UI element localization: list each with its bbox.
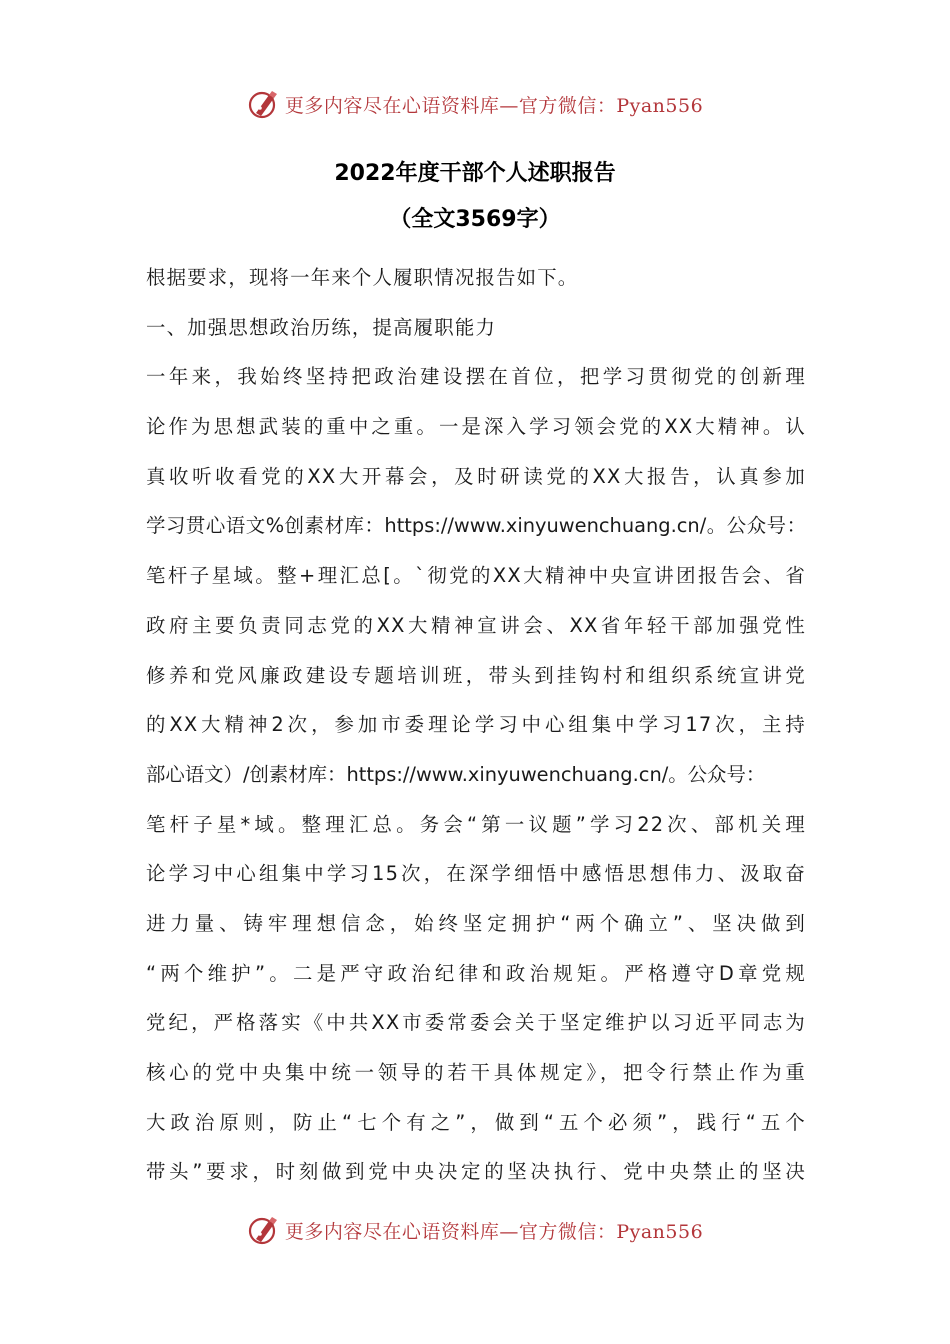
body-line: 的XX大精神2次，参加市委理论学习中心组集中学习17次，主持: [146, 713, 806, 737]
section-heading: 一、加强思想政治历练，提高履职能力: [146, 315, 497, 339]
document-title: 2022年度干部个人述职报告: [334, 161, 616, 186]
pen-logo-icon: [247, 87, 281, 121]
body-line: 笔杆子星*域。整理汇总。务会“第一议题”学习22次、部机关理: [146, 812, 806, 836]
body-line: 部心语文）/创素材库：https://www.xinyuwenchuang.cn/。公众号：: [146, 762, 766, 786]
body-line: 根据要求，现将一年来个人履职情况报告如下。: [146, 266, 579, 289]
pen-logo-icon: [247, 1213, 281, 1247]
body-line: 一年来，我始终坚持把政治建设摆在首位，把学习贯彻党的创新理: [146, 365, 806, 389]
body-line: 大政治原则，防止“七个有之”，做到“五个必须”，践行“五个: [146, 1110, 806, 1134]
header-banner-text: 更多内容尽在心语资料库—官方微信：Pyan556: [284, 94, 704, 117]
body-line: “两个维护”。二是严守政治纪律和政治规矩。严格遵守D章党规: [146, 961, 806, 985]
footer-banner: [0, 1210, 950, 1250]
body-line: 论作为思想武装的重中之重。一是深入学习领会党的XX大精神。认: [146, 415, 806, 439]
body-line: 修养和党风廉政建设专题培训班，带头到挂钩村和组织系统宣讲党: [146, 663, 806, 687]
body-line: 政府主要负责同志党的XX大精神宣讲会、XX省年轻干部加强党性: [146, 613, 806, 637]
body-line: 学习贯心语文%创素材库：https://www.xinyuwenchuang.cn/。公众号：: [146, 514, 806, 538]
body-line: 带头”要求，时刻做到党中央决定的坚决执行、党中央禁止的坚决: [146, 1160, 806, 1184]
header-banner: [0, 84, 950, 124]
body-line: 论学习中心组集中学习15次，在深学细悟中感悟思想伟力、汲取奋: [146, 862, 806, 886]
body-line: 进力量、铸牢理想信念，始终坚定拥护“两个确立”、坚决做到: [146, 911, 806, 935]
body-line: 笔杆子星域。整+理汇总[。`彻党的XX大精神中央宣讲团报告会、省: [146, 564, 806, 588]
footer-banner-text: 更多内容尽在心语资料库—官方微信：Pyan556: [284, 1220, 704, 1243]
body-line: 真收听收看党的XX大开幕会，及时研读党的XX大报告，认真参加: [146, 464, 806, 488]
document-subtitle: （全文3569字）: [389, 207, 561, 232]
document-body: [146, 253, 806, 1197]
body-line: 核心的党中央集中统一领导的若干具体规定》，把令行禁止作为重: [146, 1061, 806, 1084]
body-line: 党纪，严格落实《中共XX市委常委会关于坚定维护以习近平同志为: [146, 1011, 806, 1035]
